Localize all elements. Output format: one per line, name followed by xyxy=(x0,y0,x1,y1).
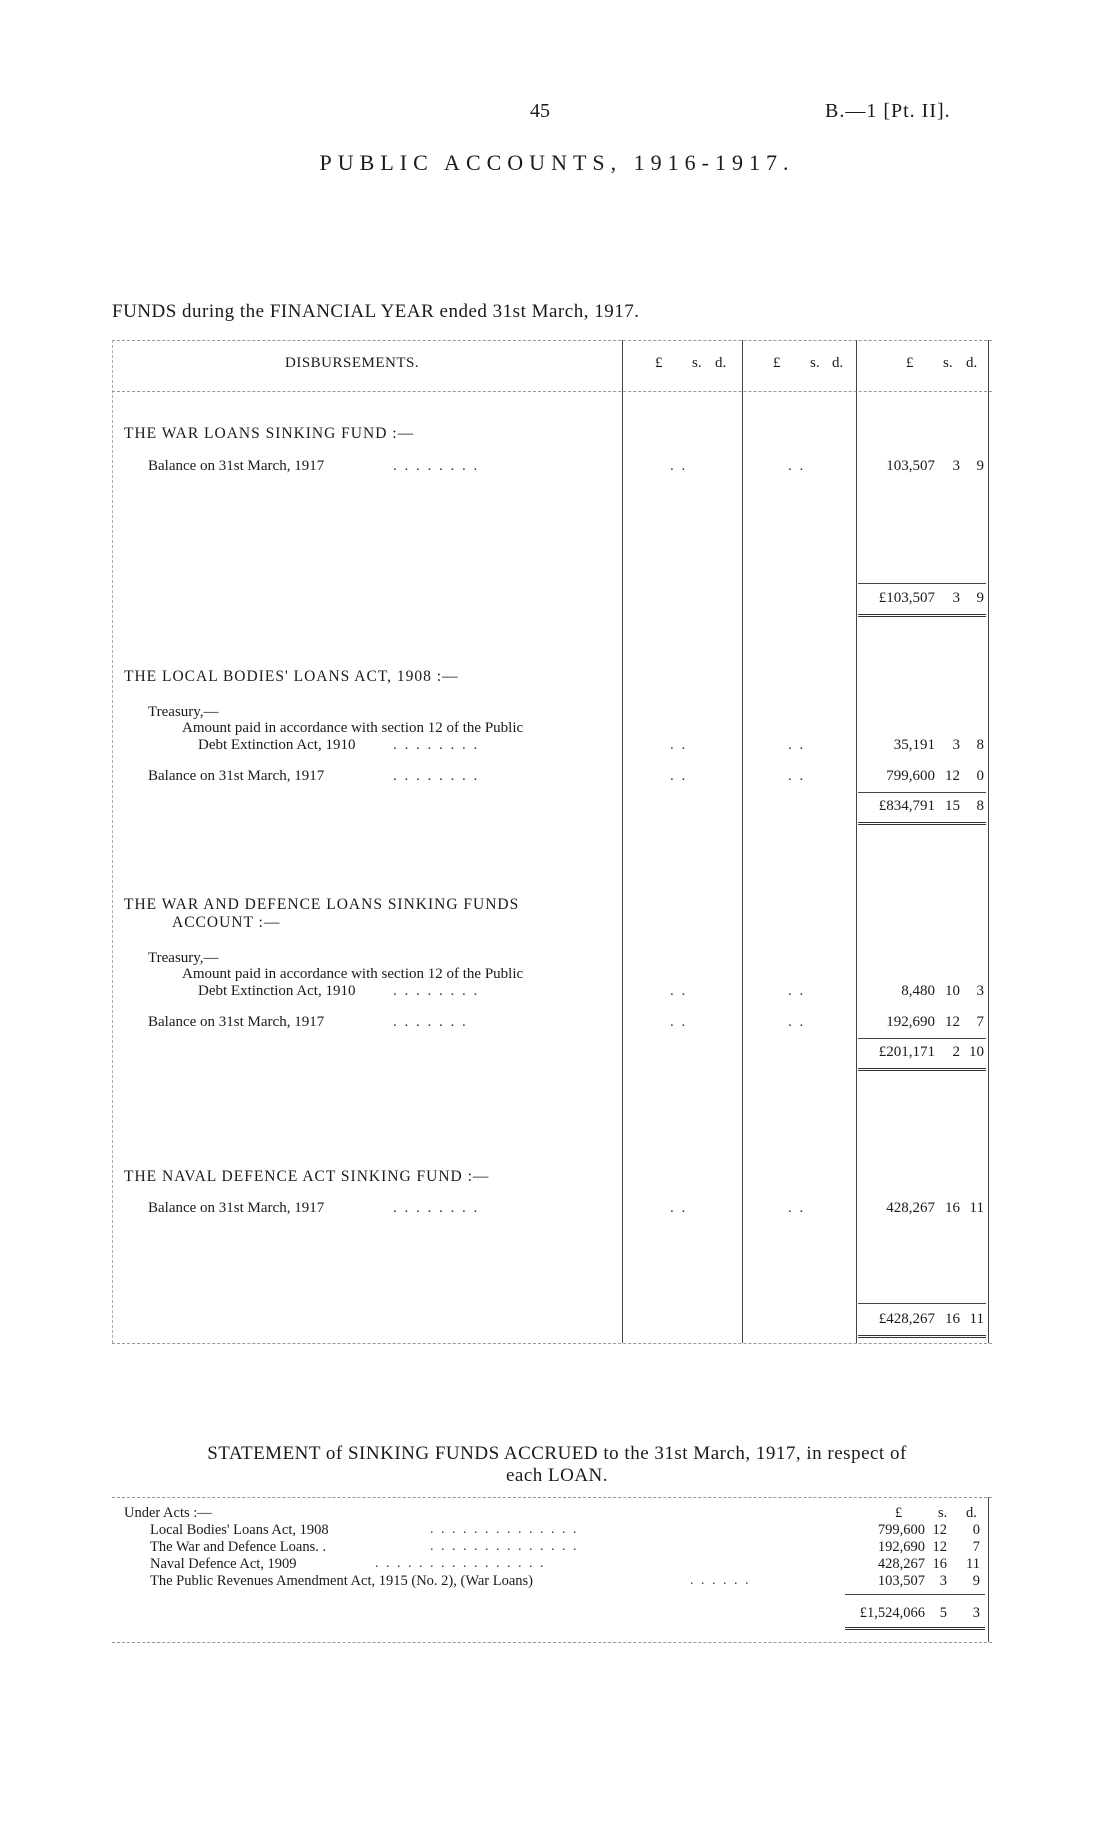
section-total-pence: 10 xyxy=(969,1044,984,1060)
col1-pound-header: £ xyxy=(655,355,663,371)
amount-pence: 7 xyxy=(976,1014,984,1030)
statement-shillings: 3 xyxy=(939,1573,947,1589)
section-title-war-loans: THE WAR LOANS SINKING FUND :— xyxy=(124,425,415,442)
section-total-pounds: £428,267 xyxy=(878,1311,935,1327)
statement-leader-dots: . . . . . . xyxy=(690,1573,751,1588)
total-double-rule xyxy=(858,822,986,825)
total-double-rule xyxy=(858,614,986,617)
statement-row-label: Naval Defence Act, 1909 xyxy=(150,1556,297,1572)
amount-pence: 8 xyxy=(976,737,984,753)
amount-description-cont: Debt Extinction Act, 1910 xyxy=(198,737,356,753)
table-bottom-rule xyxy=(112,1343,992,1344)
statement-total-pence: 3 xyxy=(972,1605,980,1621)
amount-description: Amount paid in accordance with section 12 of the Public xyxy=(182,720,524,736)
column-divider-2 xyxy=(742,340,743,1343)
leader-dots: . . . . . . . . xyxy=(393,1200,480,1216)
statement-row-label: Local Bodies' Loans Act, 1908 xyxy=(150,1522,329,1538)
amount-pounds: 428,267 xyxy=(886,1200,935,1216)
document-reference: B.—1 [Pt. II]. xyxy=(825,100,951,122)
col3-pence-header: d. xyxy=(966,355,978,371)
statement-shillings: 12 xyxy=(932,1522,947,1538)
col2-dots: . . xyxy=(788,458,806,474)
under-acts-label: Under Acts :— xyxy=(124,1505,212,1521)
section-total-pence: 8 xyxy=(976,798,984,814)
statement-total-rule xyxy=(845,1594,985,1595)
col2-pence-header: d. xyxy=(832,355,844,371)
amount-shillings: 3 xyxy=(952,737,960,753)
leader-dots: . . . . . . . . xyxy=(393,983,480,999)
statement-pounds: 192,690 xyxy=(877,1539,925,1555)
page-title: PUBLIC ACCOUNTS, 1916-1917. xyxy=(319,150,795,175)
col3-shilling-header: s. xyxy=(943,355,953,371)
leader-dots: . . . . . . . . xyxy=(393,768,480,784)
statement-total-double-rule xyxy=(845,1627,985,1630)
section-total-shillings: 3 xyxy=(952,590,960,606)
statement-shilling-header: s. xyxy=(938,1505,948,1521)
amount-pence: 9 xyxy=(976,458,984,474)
amount-shillings: 3 xyxy=(952,458,960,474)
col1-dots: . . xyxy=(670,1200,688,1216)
col3-pound-header: £ xyxy=(906,355,914,371)
amount-pounds: 192,690 xyxy=(886,1014,935,1030)
section-total-pounds: £103,507 xyxy=(878,590,935,606)
total-rule xyxy=(858,583,986,584)
col2-pound-header: £ xyxy=(773,355,781,371)
statement-bottom-rule xyxy=(112,1642,992,1643)
amount-shillings: 10 xyxy=(945,983,960,999)
statement-title-line1: STATEMENT of SINKING FUNDS ACCRUED to the 31st March, 1917, in respect of xyxy=(207,1443,907,1464)
section-total-shillings: 15 xyxy=(945,798,960,814)
column-divider-3 xyxy=(856,340,857,1343)
row-label: Balance on 31st March, 1917 xyxy=(148,458,325,474)
statement-pounds: 799,600 xyxy=(877,1522,925,1538)
section-title-war-defence: THE WAR AND DEFENCE LOANS SINKING FUNDS xyxy=(124,896,520,913)
total-rule xyxy=(858,1038,986,1039)
statement-pence: 9 xyxy=(972,1573,980,1589)
statement-total-pounds: £1,524,066 xyxy=(859,1605,925,1621)
row-label: Balance on 31st March, 1917 xyxy=(148,1200,325,1216)
section-title-naval-defence: THE NAVAL DEFENCE ACT SINKING FUND :— xyxy=(124,1168,490,1185)
amount-pounds: 8,480 xyxy=(901,983,935,999)
page-number: 45 xyxy=(530,100,550,122)
amount-pence: 0 xyxy=(976,768,984,784)
col2-dots: . . xyxy=(788,1200,806,1216)
header-rule xyxy=(112,391,992,392)
section-total-pence: 9 xyxy=(976,590,984,606)
amount-description-cont: Debt Extinction Act, 1910 xyxy=(198,983,356,999)
statement-leader-dots: . . . . . . . . . . . . . . xyxy=(430,1522,579,1537)
statement-pence-header: d. xyxy=(966,1505,977,1521)
col1-dots: . . xyxy=(670,768,688,784)
table-top-rule xyxy=(112,340,992,341)
statement-leader-dots: . . . . . . . . . . . . . . xyxy=(430,1539,579,1554)
statement-pounds: 428,267 xyxy=(877,1556,925,1572)
col1-pence-header: d. xyxy=(715,355,727,371)
total-double-rule xyxy=(858,1335,986,1338)
col1-dots: . . xyxy=(670,458,688,474)
statement-leader-dots: . . . . . . . . . . . . . . . . xyxy=(375,1556,546,1571)
amount-shillings: 12 xyxy=(945,768,960,784)
col2-dots: . . xyxy=(788,768,806,784)
statement-pence: 7 xyxy=(972,1539,980,1555)
section-total-pounds: £201,171 xyxy=(878,1044,935,1060)
amount-pounds: 103,507 xyxy=(886,458,935,474)
total-rule xyxy=(858,1303,986,1304)
statement-pence: 11 xyxy=(966,1556,980,1572)
row-label: Balance on 31st March, 1917 xyxy=(148,1014,325,1030)
statement-shillings: 16 xyxy=(932,1556,947,1572)
col2-dots: . . xyxy=(788,737,806,753)
amount-pence: 3 xyxy=(976,983,984,999)
section-title-war-defence-cont: ACCOUNT :— xyxy=(172,914,281,931)
statement-row-label: The Public Revenues Amendment Act, 1915 (No. 2), (War Loans) xyxy=(150,1573,533,1589)
col2-dots: . . xyxy=(788,1014,806,1030)
statement-shillings: 12 xyxy=(932,1539,947,1555)
section-total-pence: 11 xyxy=(969,1311,984,1327)
section-title-local-bodies: THE LOCAL BODIES' LOANS ACT, 1908 :— xyxy=(124,668,459,685)
statement-top-rule xyxy=(112,1497,992,1498)
statement-total-shillings: 5 xyxy=(939,1605,947,1621)
column-divider-1 xyxy=(622,340,623,1343)
section-total-pounds: £834,791 xyxy=(878,798,935,814)
section-total-shillings: 2 xyxy=(952,1044,960,1060)
leader-dots: . . . . . . . . xyxy=(393,737,480,753)
statement-row-label: The War and Defence Loans. . xyxy=(150,1539,327,1555)
statement-title-line2: each LOAN. xyxy=(505,1465,609,1486)
statement-pence: 0 xyxy=(972,1522,980,1538)
statement-pounds: 103,507 xyxy=(877,1573,925,1589)
amount-pounds: 35,191 xyxy=(893,737,935,753)
total-rule xyxy=(858,792,986,793)
amount-shillings: 16 xyxy=(945,1200,960,1216)
amount-description: Amount paid in accordance with section 12 of the Public xyxy=(182,966,524,982)
table-right-border xyxy=(988,340,989,1343)
amount-shillings: 12 xyxy=(945,1014,960,1030)
col2-dots: . . xyxy=(788,983,806,999)
col1-dots: . . xyxy=(670,737,688,753)
disbursements-header: DISBURSEMENTS. xyxy=(285,355,420,371)
leader-dots: . . . . . . . xyxy=(393,1014,468,1030)
statement-title xyxy=(0,1443,1114,1487)
leader-dots: . . . . . . . . xyxy=(393,458,480,474)
amount-pence: 11 xyxy=(969,1200,984,1216)
col1-shilling-header: s. xyxy=(692,355,702,371)
table-left-border xyxy=(112,340,113,1343)
statement-right-border xyxy=(988,1497,989,1642)
total-double-rule xyxy=(858,1068,986,1071)
section-total-shillings: 16 xyxy=(945,1311,960,1327)
col2-shilling-header: s. xyxy=(810,355,820,371)
col1-dots: . . xyxy=(670,1014,688,1030)
statement-pound-header: £ xyxy=(895,1505,903,1521)
treasury-label: Treasury,— xyxy=(148,950,219,966)
treasury-label: Treasury,— xyxy=(148,704,219,720)
amount-pounds: 799,600 xyxy=(886,768,935,784)
funds-title: FUNDS during the FINANCIAL YEAR ended 31st March, 1917. xyxy=(112,301,640,322)
col1-dots: . . xyxy=(670,983,688,999)
row-label: Balance on 31st March, 1917 xyxy=(148,768,325,784)
